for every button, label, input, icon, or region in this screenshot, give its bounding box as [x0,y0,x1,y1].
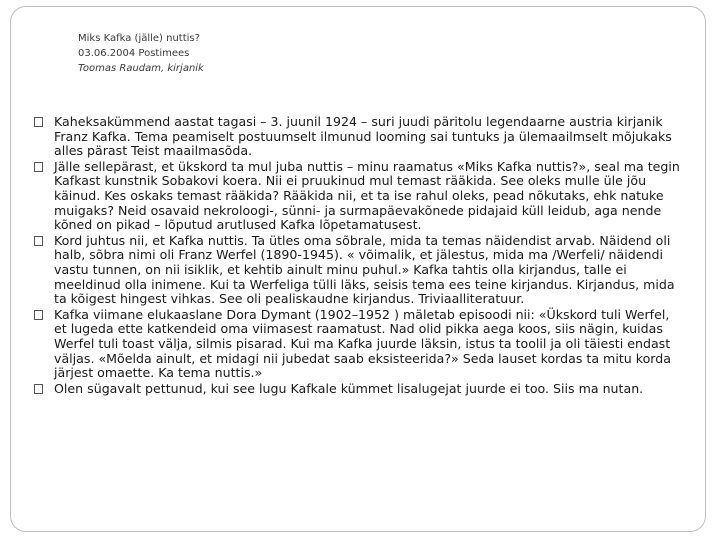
article-author: Toomas Raudam, kirjanik [78,63,204,74]
paragraph-text: Kord juhtus nii, et Kafka nuttis. Ta ütles oma sõbrale, mida ta temas näidendist arvab. Näidend oli halb, sõbra nimi oli Franz Werfel (1890-1945). « võimalik, et jälestus, mida ma /Werfeli/ näidendi vastu tunnen, on nii isiklik, et kehtib ainult minu puhul.» Kafka tahtis olla kirjandus, talle ei meeldinud olla inimene. Kui ta Werfeliga tülli läks, seisis tema ees teine kirjandus. Kirjandus, mida ta kõigest hingest vihkas. See oli pealiskaudne kirjandus. Triviaalliteratuur. [54,232,675,307]
bullet-box-icon [34,384,43,394]
article-date-source: 03.06.2004 Postimees [78,48,190,59]
paragraph-text: Olen sügavalt pettunud, kui see lugu Kafkale kümmet lisalugejat juurde ei too. Siis ma nutan. [54,380,644,396]
bullet-box-icon [34,117,43,127]
bullet-box-icon [34,162,43,172]
paragraph-item [34,234,684,307]
article-title: Miks Kafka (jälle) nuttis? [78,33,200,44]
paragraph-item [34,382,684,397]
bullet-box-icon [34,236,43,246]
paragraph-text: Kaheksakümmend aastat tagasi – 3. juunil 1924 – suri juudi päritolu legendaarne austria kirjanik Franz Kafka. Tema peamiselt postuumselt ilmunud looming sai tuntuks ja ülemaailmselt mõjukaks alles pärast Teist maailmasõda. [54,114,672,159]
paragraph-text: Kafka viimane elukaaslane Dora Dymant (1902–1952 ) mäletab episoodi nii: «Ükskord tuli Werfel, et lugeda ette katkendeid oma viimasest raamatust. Nad olid pikka aega koos, siis nägin, kuidas Werfel tuli toast välja, silmis pisarad. Kui ma Kafka juurde läksin, istus ta toolil ja oli täiesti endast väljas. «Mõelda ainult, et midagi nii jubedat saab eksisteerida?» Seda lauset kordas ta mitu korda järjest omaette. Ka tema nuttis.» [54,306,671,381]
paragraph-item [34,160,684,233]
paragraph-list [34,115,684,397]
paragraph-item [34,308,684,381]
article-header [78,31,204,76]
bullet-box-icon [34,310,43,320]
paragraph-text: Jälle sellepärast, et ükskord ta mul juba nuttis – minu raamatus «Miks Kafka nuttis?», seal ma tegin Kafkast kunstnik Sobakovi koera. Nii ei pruukinud mul temast rääkida. See oleks mulle üle jõu käinud. Kes oskaks temast rääkida? Rääkida nii, et ta ise rahul oleks, pead nõkutaks, ehk natuke muigaks? Neid osavaid nekroloogi-, sünni- ja surmapäevakõnede pidajaid küll leidub, aga nende kõned on pikad – lõputud arutlused Kafka lõpetamatusest. [54,158,680,233]
paragraph-item [34,115,684,159]
